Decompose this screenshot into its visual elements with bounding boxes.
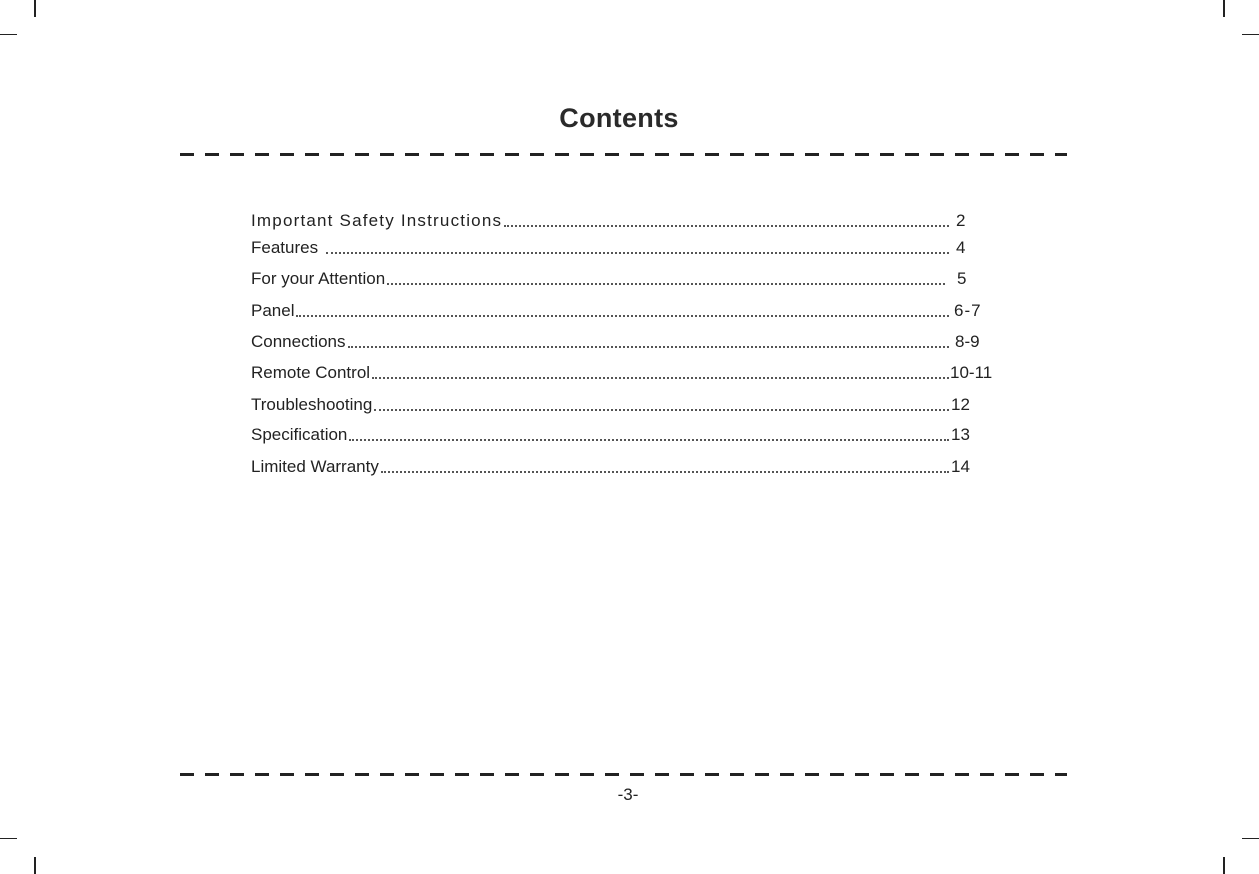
toc-entry-page: 10-11 — [950, 363, 993, 382]
toc-entry-page: 8-9 — [955, 332, 980, 351]
toc-dot-leader — [349, 439, 949, 441]
toc-entry-label: Features — [251, 238, 319, 257]
toc-entry-connections[interactable] — [251, 330, 980, 352]
toc-entry-label: Connections — [251, 332, 346, 351]
toc-dot-leader — [372, 377, 949, 379]
page-title: Contents — [559, 103, 679, 133]
crop-mark-bottom-right-horizontal — [1242, 838, 1259, 839]
toc-dot-leader — [348, 346, 949, 348]
toc-entry-page: 4 — [956, 238, 966, 257]
toc-entry-label: Limited Warranty — [251, 457, 379, 476]
crop-mark-top-left-vertical — [34, 0, 36, 17]
crop-mark-top-right-vertical — [1223, 0, 1225, 17]
toc-entry-page: 14 — [951, 457, 970, 476]
crop-mark-top-right-horizontal — [1242, 34, 1259, 35]
crop-mark-bottom-left-horizontal — [0, 838, 17, 839]
page-number: -3- — [617, 785, 639, 804]
toc-entry-for-your-attention[interactable] — [251, 267, 967, 289]
toc-entry-page: 5 — [957, 269, 967, 288]
toc-entry-label: Panel — [251, 301, 295, 320]
toc-entry-troubleshooting[interactable] — [251, 393, 970, 415]
crop-mark-bottom-left-vertical — [34, 857, 36, 874]
toc-dot-leader — [387, 283, 945, 285]
crop-mark-top-left-horizontal — [0, 34, 17, 35]
toc-entry-remote-control[interactable] — [251, 361, 993, 383]
toc-entry-label: Troubleshooting — [251, 395, 373, 414]
toc-entry-label: For your Attention — [251, 269, 386, 288]
toc-entry-label: Important Safety Instructions — [251, 211, 503, 230]
toc-entry-page: 12 — [951, 395, 970, 414]
toc-entry-panel[interactable] — [251, 299, 982, 321]
toc-entry-label: Specification — [251, 425, 348, 444]
toc-entry-page: 2 — [956, 211, 966, 230]
toc-dot-leader — [381, 471, 949, 473]
bottom-dashed-divider — [180, 773, 1067, 776]
toc-entry-features[interactable] — [251, 236, 966, 258]
crop-mark-bottom-right-vertical — [1223, 857, 1225, 874]
toc-entry-label: Remote Control — [251, 363, 371, 382]
toc-entry-page: 6-7 — [954, 301, 982, 320]
toc-dot-leader — [296, 315, 949, 317]
toc-entry-specification[interactable] — [251, 423, 970, 445]
table-of-contents — [251, 0, 1011, 874]
toc-dot-leader — [326, 252, 949, 254]
toc-dot-leader — [374, 409, 949, 411]
toc-entry-limited-warranty[interactable] — [251, 455, 970, 477]
toc-entry-important-safety-instructions[interactable] — [251, 209, 966, 231]
toc-dot-leader — [504, 225, 949, 227]
toc-entry-page: 13 — [951, 425, 970, 444]
